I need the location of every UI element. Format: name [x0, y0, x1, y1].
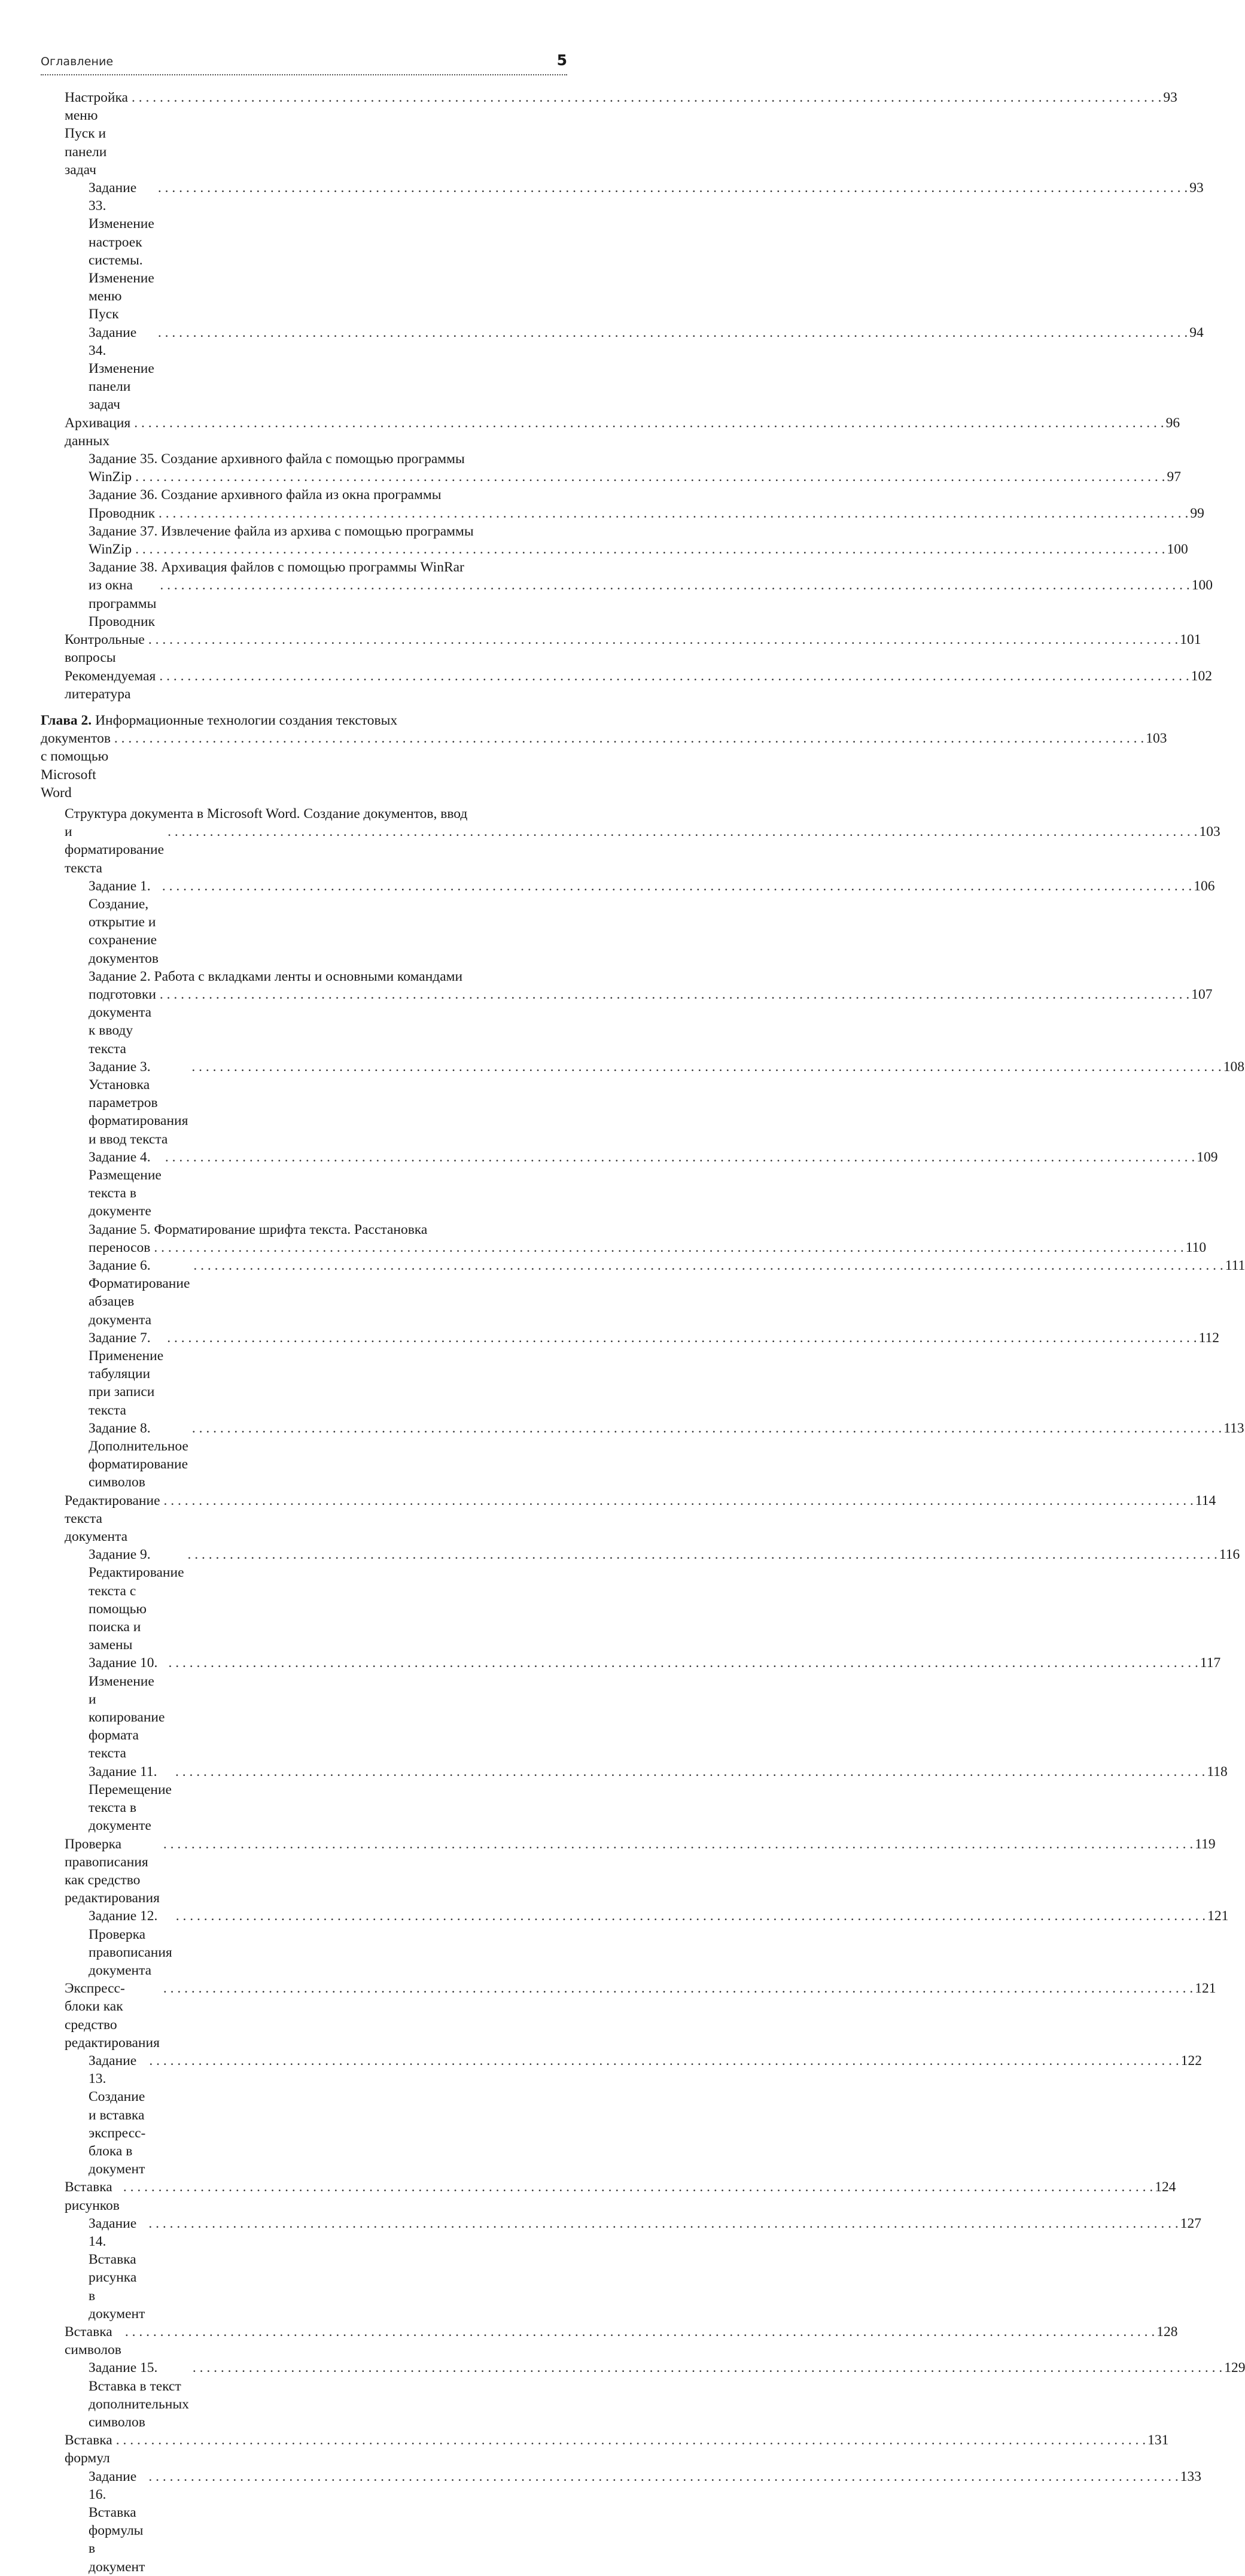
toc-entry[interactable]: Задание 6. Форматирование абзацев документа . . . 111	[41, 1257, 567, 1329]
dot-leader	[134, 414, 1164, 432]
toc-entry[interactable]: Задание 3. Установка параметров форматирования и ввод текста . . . 108	[41, 1058, 567, 1148]
toc-page: 106	[1194, 878, 1215, 894]
toc-entry[interactable]: Задание 1. Создание, открытие и сохранение документов . . . 106	[41, 877, 567, 968]
toc-page: 94	[1189, 324, 1204, 340]
dot-leader	[148, 2215, 1178, 2233]
dot-leader	[116, 2431, 1146, 2449]
toc-entry[interactable]: Задание 10. Изменение и копирование формата текста . . . 117	[41, 1654, 567, 1762]
dot-leader	[154, 1239, 1183, 1257]
toc-entry-multiline[interactable]: Задание 38. Архивация файлов с помощью программы WinRar из окна программы Проводник . . . 100	[41, 558, 567, 631]
toc-entry[interactable]: Задание 15. Вставка в текст дополнительных символов . . . 129	[41, 2359, 567, 2431]
toc-page: 99	[1190, 505, 1204, 521]
toc-entry[interactable]: Задание 14. Вставка рисунка в документ . . . 127	[41, 2215, 567, 2323]
toc-page: 103	[1146, 731, 1167, 747]
dot-leader	[168, 1654, 1198, 1672]
dot-leader	[114, 729, 1144, 747]
toc-page: 100	[1191, 577, 1213, 594]
dot-leader	[149, 2052, 1179, 2070]
toc-entry[interactable]: Задание 7. Применение табуляции при записи текста . . . 112	[41, 1329, 567, 1419]
toc-page: 101	[1180, 632, 1201, 648]
toc-page: 109	[1197, 1149, 1218, 1165]
toc-page: 112	[1198, 1330, 1219, 1346]
toc-entry[interactable]: Контрольные вопросы . . . 101	[41, 631, 567, 667]
toc-page: 133	[1180, 2468, 1201, 2484]
dot-leader	[163, 1835, 1193, 1853]
dot-leader	[132, 89, 1161, 107]
toc-entry[interactable]: Экспресс-блоки как средство редактирования . . . 121	[41, 1979, 567, 2052]
toc-entry[interactable]: Задание 13. Создание и вставка экспресс-блока в документ . . . 122	[41, 2052, 567, 2178]
toc-entry-multiline[interactable]: Структура документа в Microsoft Word. Создание документов, ввод и форматирование текста . . . 103	[41, 805, 567, 877]
toc-entry[interactable]: Вставка формул . . . 131	[41, 2431, 567, 2467]
toc-page: 122	[1180, 2052, 1202, 2069]
toc-page: 93	[1189, 180, 1204, 196]
toc-page: 113	[1223, 1420, 1244, 1436]
dot-leader	[148, 631, 1178, 649]
toc-entry[interactable]: Задание 4. Размещение текста в документе . . . 109	[41, 1148, 567, 1221]
toc-entry[interactable]: Задание 9. Редактирование текста с помощью поиска и замены . . . 116	[41, 1546, 567, 1654]
toc-entry-multiline[interactable]: Задание 36. Создание архивного файла из окна программы Проводник . . . 99	[41, 486, 567, 522]
dot-leader	[167, 1329, 1197, 1347]
toc-entry[interactable]: Задание 11. Перемещение текста в документе . . . 118	[41, 1763, 567, 1835]
dot-leader	[188, 1546, 1217, 1564]
running-head-title: Оглавление	[41, 55, 114, 68]
toc-page: 128	[1156, 2323, 1178, 2340]
toc-page: 96	[1165, 415, 1180, 431]
toc-entry[interactable]: Задание 34. Изменение панели задач . . . 94	[41, 324, 567, 414]
toc-page: 97	[1167, 469, 1182, 485]
toc-page: 103	[1199, 824, 1220, 840]
toc-entry[interactable]: Архивация данных . . . 96	[41, 414, 567, 450]
dot-leader	[159, 667, 1189, 685]
toc-entry-multiline[interactable]: Задание 5. Форматирование шрифта текста. Расстановка переносов . . . 110	[41, 1221, 567, 1257]
toc-page: 114	[1195, 1492, 1216, 1509]
toc-entry[interactable]: Рекомендуемая литература . . . 102	[41, 667, 567, 703]
toc-entry-multiline[interactable]: Задание 2. Работа с вкладками ленты и основными командами подготовки документа к вводу текста . . . 107	[41, 968, 567, 1058]
toc-page: 111	[1225, 1258, 1245, 1273]
toc-entry[interactable]: Задание 33. Изменение настроек системы. Изменение меню Пуск . . . 93	[41, 179, 567, 324]
dot-leader	[162, 877, 1192, 895]
toc-page: 131	[1147, 2432, 1169, 2449]
dot-leader	[176, 1907, 1206, 1925]
toc-page: 116	[1219, 1547, 1240, 1563]
dot-leader	[193, 2359, 1222, 2377]
dot-leader	[148, 2468, 1178, 2486]
toc-page: 121	[1195, 1981, 1216, 1997]
dot-leader	[158, 324, 1188, 342]
dot-leader	[168, 823, 1197, 841]
toc-page: 93	[1163, 90, 1177, 105]
dot-leader	[193, 1257, 1223, 1275]
toc-entry[interactable]: Задание 16. Вставка формулы в документ . . . 133	[41, 2468, 567, 2576]
dot-leader	[135, 468, 1165, 486]
toc-page: 119	[1195, 1836, 1216, 1852]
toc-page: 121	[1207, 1908, 1229, 1924]
toc-page: 117	[1200, 1655, 1221, 1671]
dot-leader	[158, 179, 1188, 197]
running-head	[41, 51, 567, 75]
dot-leader	[159, 504, 1188, 522]
toc-entry[interactable]: Вставка рисунков . . . 124	[41, 2178, 567, 2214]
toc-entry[interactable]: Вставка символов . . . 128	[41, 2323, 567, 2359]
dot-leader	[165, 1148, 1195, 1166]
toc-entry[interactable]: Проверка правописания как средство редактирования . . . 119	[41, 1835, 567, 1908]
dot-leader	[135, 540, 1165, 558]
dot-leader	[164, 1492, 1194, 1510]
toc-entry[interactable]: Задание 8. Дополнительное форматирование символов . . . 113	[41, 1419, 567, 1492]
toc-entry[interactable]: Задание 12. Проверка правописания документа . . . 121	[41, 1907, 567, 1979]
toc-page: 108	[1223, 1059, 1245, 1075]
toc-page: 118	[1207, 1763, 1228, 1780]
dot-leader	[123, 2178, 1153, 2196]
dot-leader	[160, 986, 1189, 1003]
dotted-rule	[41, 74, 567, 75]
table-of-contents	[41, 89, 1245, 2576]
toc-page: 110	[1185, 1239, 1207, 1255]
toc-page: 127	[1180, 2215, 1201, 2231]
dot-leader	[163, 1979, 1193, 1997]
dot-leader	[175, 1763, 1205, 1781]
dot-leader	[125, 2323, 1155, 2341]
dot-leader	[191, 1058, 1221, 1076]
toc-page: 100	[1167, 542, 1188, 558]
toc-page: 124	[1155, 2179, 1176, 2195]
toc-entry[interactable]: Редактирование текста документа . . . 114	[41, 1492, 567, 1546]
toc-entry-multiline[interactable]: Задание 35. Создание архивного файла с помощью программы WinZip . . . 97	[41, 450, 567, 486]
toc-page: 107	[1191, 986, 1213, 1002]
dot-leader	[192, 1419, 1222, 1437]
toc-entry[interactable]: Настройка меню Пуск и панели задач . . . 93	[41, 89, 567, 179]
toc-entry-multiline[interactable]: Задание 37. Извлечение файла из архива с помощью программы WinZip . . . 100	[41, 522, 567, 558]
toc-page: 129	[1224, 2360, 1245, 2376]
page-number: 5	[556, 51, 567, 69]
chapter-label: Глава 2.	[41, 712, 92, 728]
toc-page: 102	[1191, 668, 1212, 684]
toc-chapter-heading[interactable]: Глава 2. Информационные технологии создания текстовых документов с помощью Microsoft Word . . . 103	[41, 711, 567, 802]
dot-leader	[160, 576, 1189, 594]
